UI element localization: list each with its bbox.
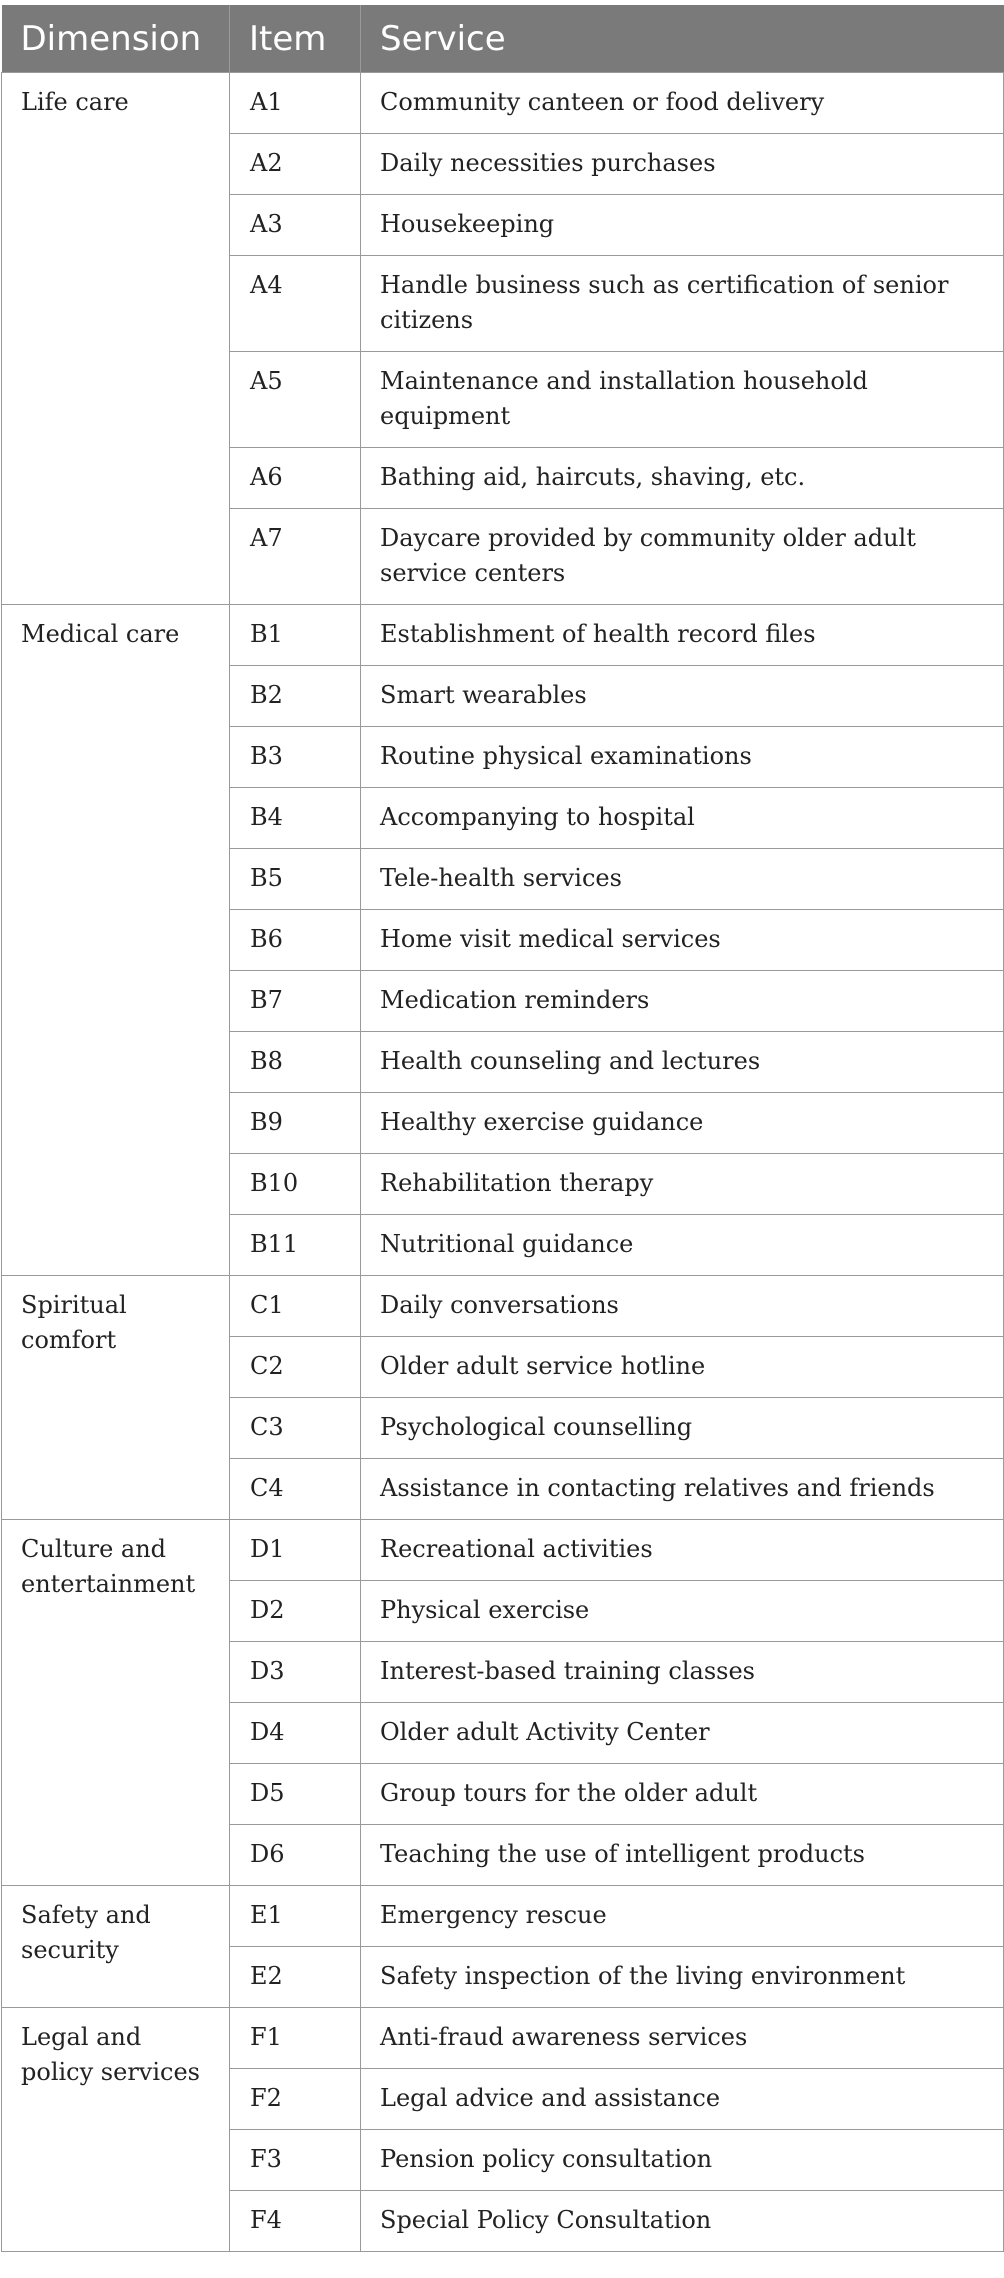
item-cell: B5	[230, 849, 361, 910]
item-cell: B1	[230, 605, 361, 666]
service-cell: Establishment of health record files	[361, 605, 1004, 666]
item-cell: C1	[230, 1276, 361, 1337]
service-cell: Emergency rescue	[361, 1886, 1004, 1947]
service-cell: Pension policy consultation	[361, 2130, 1004, 2191]
item-cell: D6	[230, 1825, 361, 1886]
table-row	[2, 1520, 1004, 1581]
table-body	[2, 73, 1004, 2252]
service-cell: Special Policy Consultation	[361, 2191, 1004, 2252]
services-table	[1, 5, 1004, 2252]
dimension-cell: Spiritual comfort	[2, 1276, 230, 1520]
column-header-item: Item	[230, 5, 361, 73]
item-cell: B3	[230, 727, 361, 788]
header-row	[2, 5, 1004, 73]
item-cell: D5	[230, 1764, 361, 1825]
service-cell: Home visit medical services	[361, 910, 1004, 971]
item-cell: A2	[230, 134, 361, 195]
table-row	[2, 73, 1004, 134]
item-cell: F2	[230, 2069, 361, 2130]
item-cell: A4	[230, 256, 361, 352]
service-cell: Bathing aid, haircuts, shaving, etc.	[361, 448, 1004, 509]
item-cell: F4	[230, 2191, 361, 2252]
item-cell: B7	[230, 971, 361, 1032]
service-cell: Recreational activities	[361, 1520, 1004, 1581]
item-cell: B9	[230, 1093, 361, 1154]
service-cell: Handle business such as certification of senior citizens	[361, 256, 1004, 352]
item-cell: F1	[230, 2008, 361, 2069]
dimension-cell: Life care	[2, 73, 230, 605]
item-cell: B10	[230, 1154, 361, 1215]
service-cell: Health counseling and lectures	[361, 1032, 1004, 1093]
item-cell: E1	[230, 1886, 361, 1947]
item-cell: A3	[230, 195, 361, 256]
service-cell: Community canteen or food delivery	[361, 73, 1004, 134]
service-cell: Psychological counselling	[361, 1398, 1004, 1459]
item-cell: A1	[230, 73, 361, 134]
service-cell: Teaching the use of intelligent products	[361, 1825, 1004, 1886]
dimension-cell: Safety and security	[2, 1886, 230, 2008]
service-cell: Assistance in contacting relatives and friends	[361, 1459, 1004, 1520]
table-row	[2, 605, 1004, 666]
item-cell: B11	[230, 1215, 361, 1276]
item-cell: B4	[230, 788, 361, 849]
service-cell: Legal advice and assistance	[361, 2069, 1004, 2130]
table-header	[2, 5, 1004, 73]
column-header-dimension: Dimension	[2, 5, 230, 73]
service-cell: Daily conversations	[361, 1276, 1004, 1337]
service-cell: Older adult service hotline	[361, 1337, 1004, 1398]
service-cell: Daily necessities purchases	[361, 134, 1004, 195]
service-cell: Accompanying to hospital	[361, 788, 1004, 849]
service-cell: Housekeeping	[361, 195, 1004, 256]
service-cell: Interest-based training classes	[361, 1642, 1004, 1703]
item-cell: C2	[230, 1337, 361, 1398]
item-cell: D4	[230, 1703, 361, 1764]
service-cell: Maintenance and installation household equipment	[361, 352, 1004, 448]
item-cell: D1	[230, 1520, 361, 1581]
service-cell: Safety inspection of the living environment	[361, 1947, 1004, 2008]
item-cell: C3	[230, 1398, 361, 1459]
dimension-cell: Medical care	[2, 605, 230, 1276]
item-cell: A7	[230, 509, 361, 605]
table-row	[2, 1886, 1004, 1947]
dimension-cell: Culture and entertainment	[2, 1520, 230, 1886]
service-cell: Anti-fraud awareness services	[361, 2008, 1004, 2069]
item-cell: A6	[230, 448, 361, 509]
service-cell: Tele-health services	[361, 849, 1004, 910]
table-row	[2, 1276, 1004, 1337]
service-cell: Nutritional guidance	[361, 1215, 1004, 1276]
item-cell: E2	[230, 1947, 361, 2008]
item-cell: D3	[230, 1642, 361, 1703]
column-header-service: Service	[361, 5, 1004, 73]
service-cell: Group tours for the older adult	[361, 1764, 1004, 1825]
table-row	[2, 2008, 1004, 2069]
service-cell: Healthy exercise guidance	[361, 1093, 1004, 1154]
item-cell: B6	[230, 910, 361, 971]
item-cell: C4	[230, 1459, 361, 1520]
item-cell: B2	[230, 666, 361, 727]
item-cell: F3	[230, 2130, 361, 2191]
service-cell: Routine physical examinations	[361, 727, 1004, 788]
service-cell: Daycare provided by community older adult service centers	[361, 509, 1004, 605]
service-cell: Rehabilitation therapy	[361, 1154, 1004, 1215]
dimension-cell: Legal and policy services	[2, 2008, 230, 2252]
service-cell: Smart wearables	[361, 666, 1004, 727]
item-cell: B8	[230, 1032, 361, 1093]
service-cell: Older adult Activity Center	[361, 1703, 1004, 1764]
item-cell: A5	[230, 352, 361, 448]
item-cell: D2	[230, 1581, 361, 1642]
service-cell: Physical exercise	[361, 1581, 1004, 1642]
service-cell: Medication reminders	[361, 971, 1004, 1032]
